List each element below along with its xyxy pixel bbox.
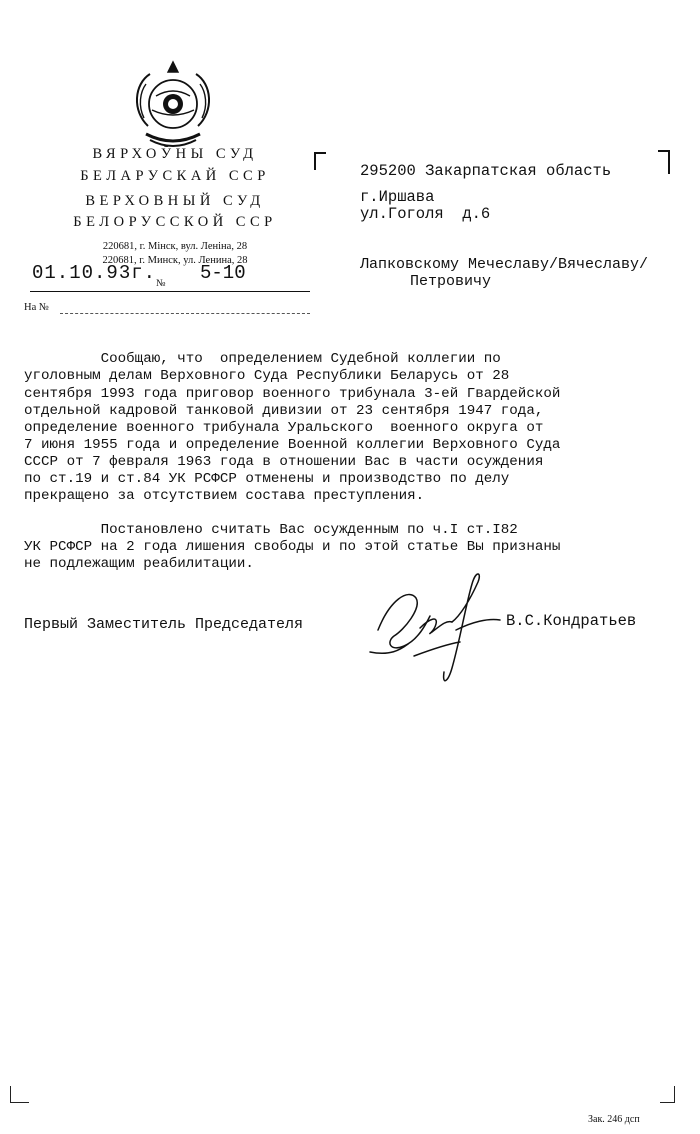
handwritten-signature (360, 560, 510, 690)
corner-mark-bottom-right (660, 1086, 675, 1103)
document-number: 5-10 (200, 262, 246, 284)
body-line-4: отдельной кадровой танковой дивизии от 23 сентября 1947 года, (24, 403, 544, 419)
body-line-6: 7 июня 1955 года и определение Военной коллегии Верховного Суда (24, 437, 561, 453)
body-line-3: сентября 1993 года приговор военного трибунала 3-ей Гвардейской (24, 386, 561, 402)
body2-line-2: УК РСФСР на 2 года лишения свободы и по этой статье Вы признаны (24, 539, 561, 555)
recipient-address-line1: 295200 Закарпатская область (360, 162, 612, 180)
body-line-1: Сообщаю, что определением Судебной коллегии по (24, 351, 501, 367)
court-name-by-line1: ВЯРХОЎНЫ СУД (92, 146, 258, 162)
signatory-name: В.С.Кондратьев (506, 612, 637, 630)
body-line-2: уголовным делам Верховного Суда Республики Беларусь от 28 (24, 368, 510, 384)
recipient-name-line2: Петровичу (410, 273, 492, 290)
recipient-address-line2: г.Иршава (360, 188, 435, 206)
body-line-9: прекращено за отсутствием состава преступления. (24, 488, 425, 504)
body-line-5: определение военного трибунала Уральского военного округа от (24, 420, 544, 436)
document-date: 01.10.93г. (32, 262, 157, 284)
signatory-role: Первый Заместитель Председателя (24, 616, 304, 633)
reference-label: На № (24, 302, 49, 313)
corner-mark-bottom-left (10, 1086, 29, 1103)
reference-line (60, 313, 310, 314)
document-number-label: № (156, 278, 166, 289)
body-line-8: по ст.19 и ст.84 УК РСФСР отменены и производство по делу (24, 471, 510, 487)
court-address-by: 220681, г. Мінск, вул. Леніна, 28 (102, 241, 248, 252)
body2-line-1: Постановлено считать Вас осужденным по ч.I ст.I82 (24, 522, 518, 538)
court-name-by-line2: БЕЛАРУСКАЙ ССР (80, 168, 270, 184)
header-divider (30, 291, 310, 292)
state-emblem (128, 56, 218, 156)
footer-order-note: Зак. 246 дсп (588, 1114, 640, 1125)
address-corner-left (314, 152, 326, 170)
body2-line-3: не подлежащим реабилитации. (24, 556, 254, 572)
recipient-address-line3: ул.Гоголя д.6 (360, 205, 491, 223)
recipient-name-line1: Лапковскому Мечеславу/Вячеславу/ (360, 256, 649, 273)
court-name-ru-line2: БЕЛОРУССКОЙ ССР (73, 214, 277, 230)
court-name-ru-line1: ВЕРХОВНЫЙ СУД (85, 193, 265, 209)
body-line-7: СССР от 7 февраля 1963 года в отношении Вас в части осуждения (24, 454, 544, 470)
address-corner-right (658, 150, 670, 174)
court-address-ru: 220681, г. Минск, ул. Ленина, 28 (102, 255, 248, 266)
